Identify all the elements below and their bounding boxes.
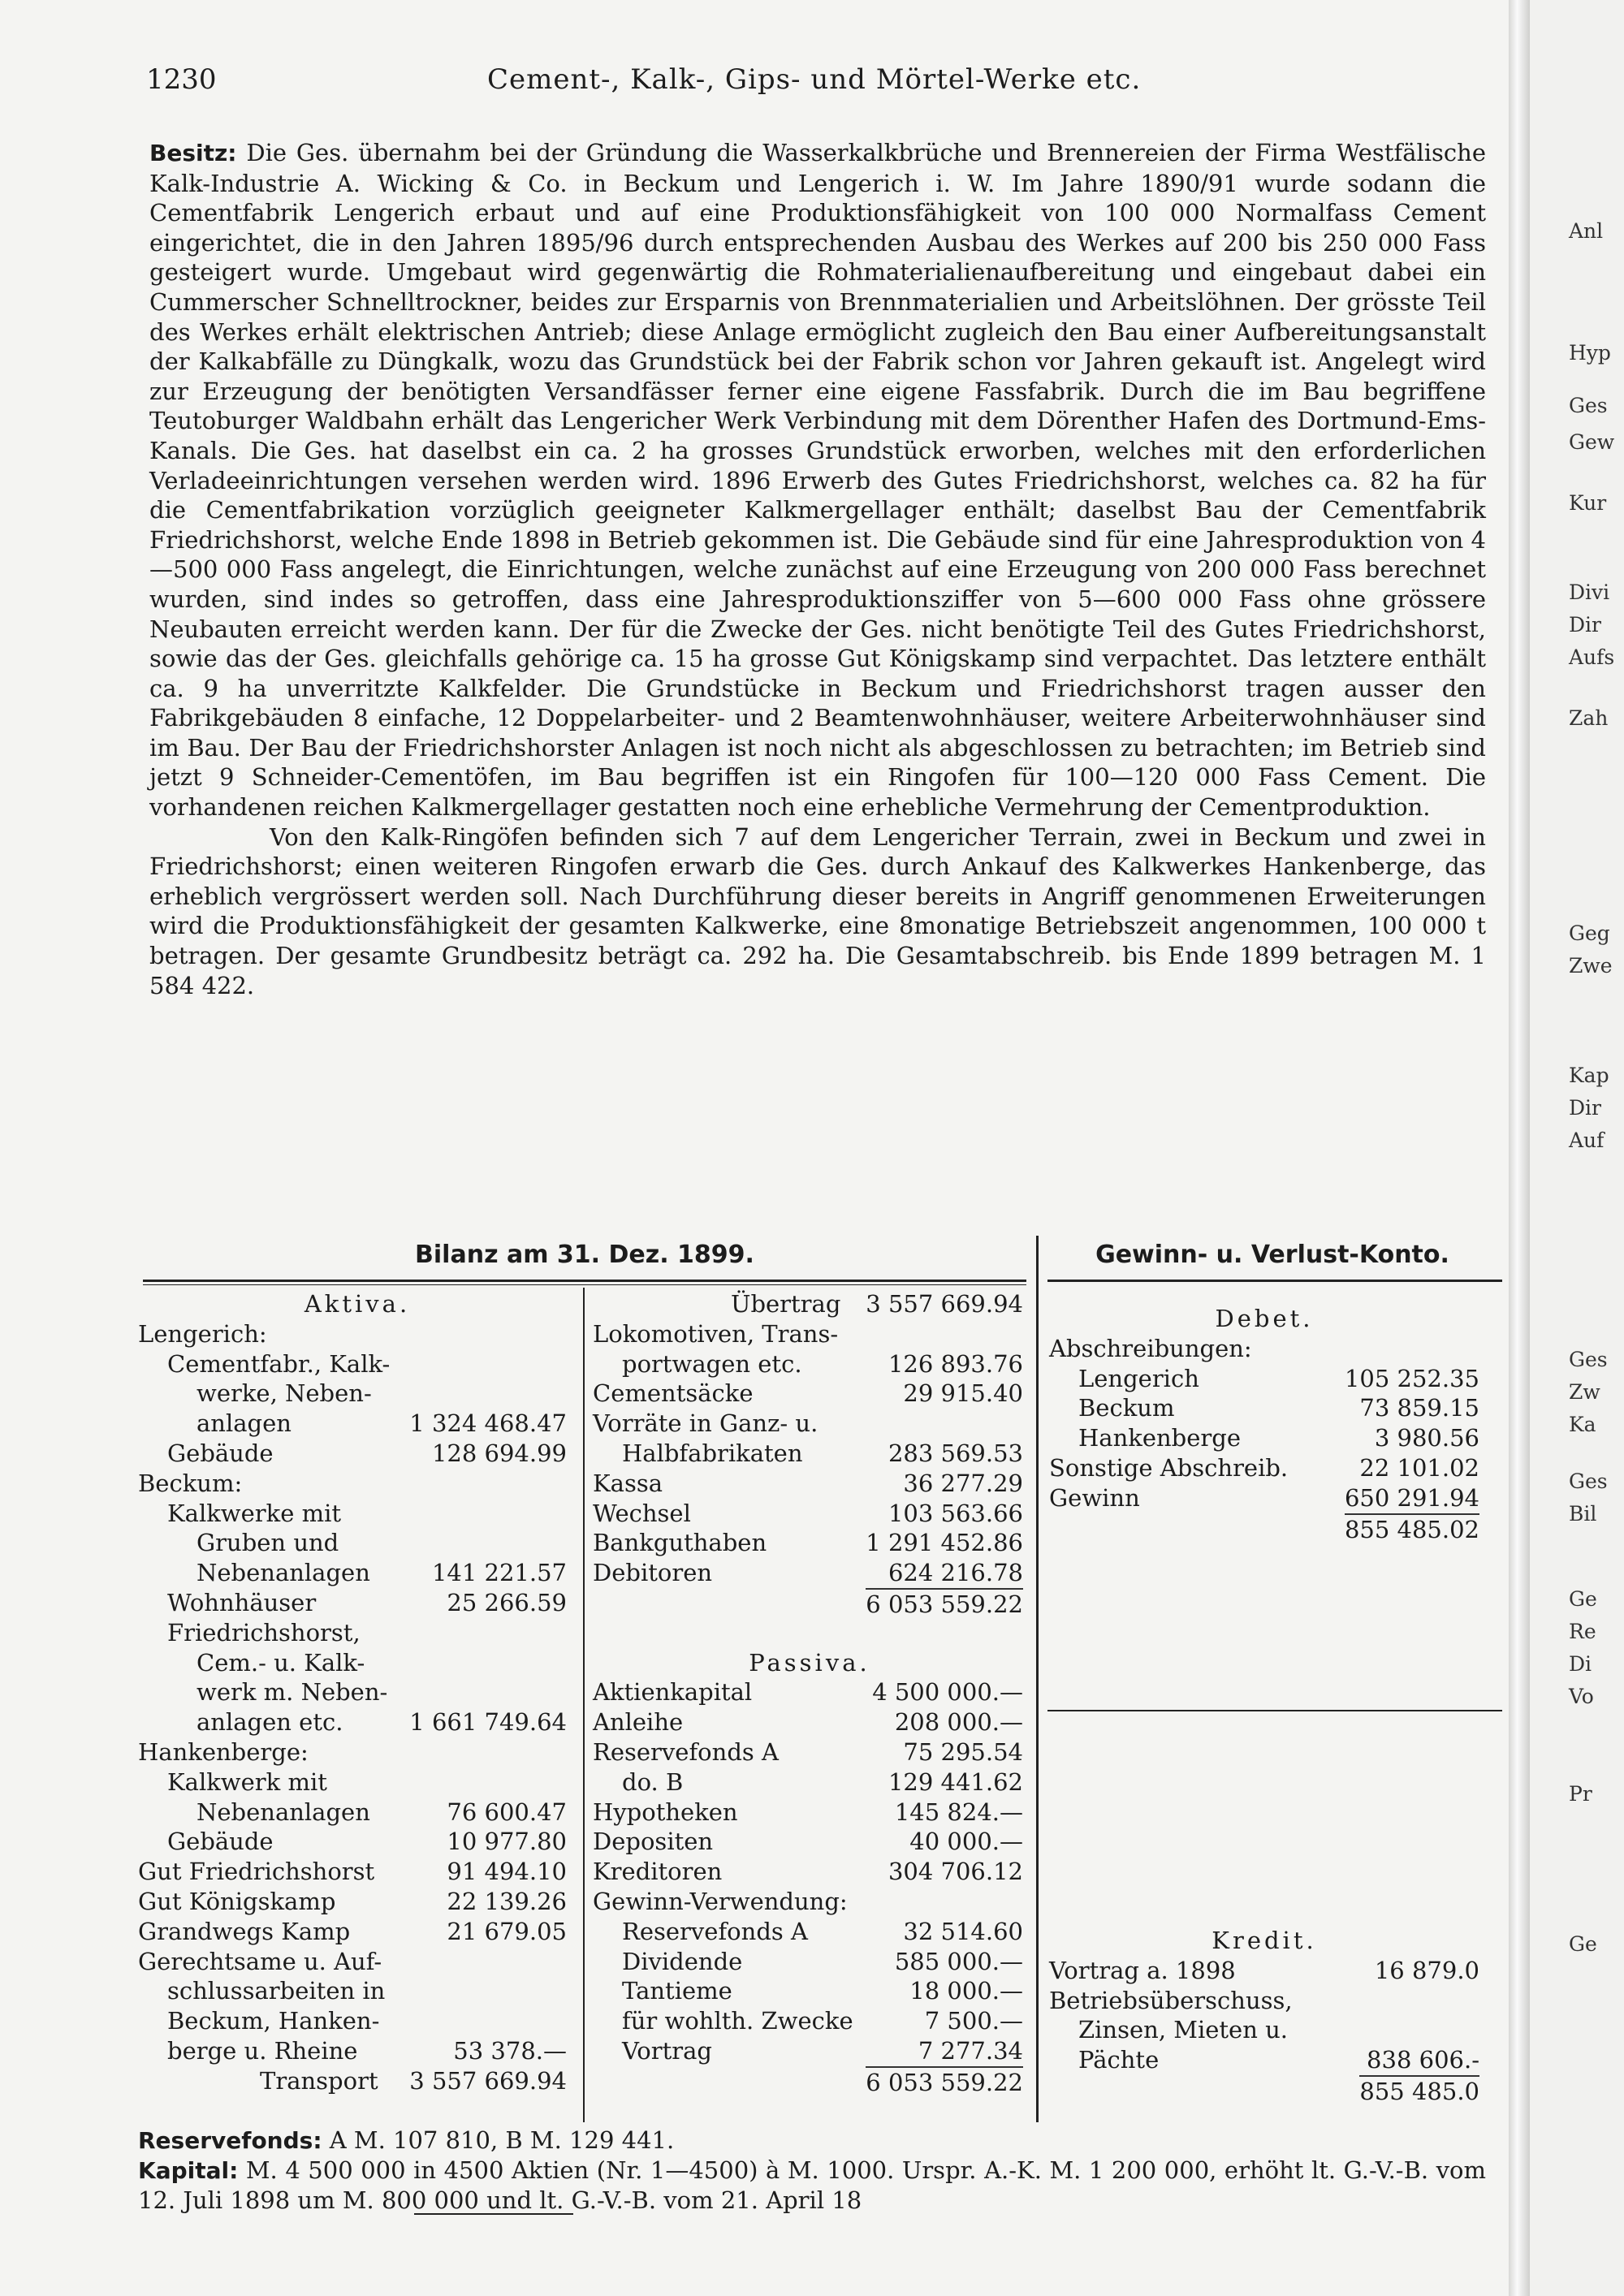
aktiva2-label: portwagen etc. — [622, 1349, 802, 1378]
debet-label: Gewinn — [1049, 1483, 1140, 1512]
aktiva-value: 1 661 749.64 — [409, 1708, 567, 1737]
aktiva-row — [138, 1798, 577, 1828]
aktiva2-label: Halbfabrikaten — [622, 1439, 803, 1467]
aktiva2-row — [593, 1439, 1026, 1469]
kredit-row — [1049, 2015, 1479, 2045]
adjacent-page-fragment: Pr — [1569, 1782, 1592, 1806]
aktiva-label: werke, Neben- — [197, 1379, 372, 1408]
adjacent-page-fragment: Hyp — [1569, 341, 1611, 365]
aktiva-row — [138, 1469, 577, 1499]
guv-top-rule — [1047, 1280, 1502, 1282]
passiva-value: 208 000.— — [894, 1708, 1023, 1737]
aktiva-row — [138, 1767, 577, 1798]
bilanz-title: Bilanz am 31. Dez. 1899. — [415, 1241, 754, 1269]
passiva-row — [593, 1707, 1026, 1737]
passiva-label: Kreditoren — [593, 1858, 723, 1886]
adjacent-page-fragment: Dir — [1569, 1096, 1601, 1120]
aktiva2-label: Cementsäcke — [593, 1379, 754, 1408]
aktiva-row — [138, 1947, 577, 1977]
aktiva-label: anlagen etc. — [197, 1708, 343, 1737]
aktiva-total: 6 053 559.22 — [866, 1588, 1023, 1620]
reservefonds-line — [138, 2126, 1486, 2156]
adjacent-page-fragment: Aufs — [1569, 645, 1615, 669]
passiva-value: 32 514.60 — [903, 1917, 1023, 1945]
aktiva-row — [138, 1707, 577, 1737]
aktiva2-row — [593, 1349, 1026, 1379]
aktiva-heading: Aktiva. — [304, 1290, 411, 1318]
aktiva-label: berge u. Rheine — [167, 2036, 358, 2065]
debet-total: 855 485.02 — [1345, 1513, 1479, 1545]
uebertrag-value: 3 557 669.94 — [866, 1290, 1023, 1318]
kapital-label: Kapital: — [138, 2157, 239, 2184]
debet-value: 73 859.15 — [1359, 1394, 1479, 1422]
passiva-heading: Passiva. — [749, 1648, 870, 1677]
aktiva-value: 53 378.— — [453, 2036, 567, 2065]
passiva-value: 129 441.62 — [888, 1767, 1023, 1796]
adjacent-page-fragment: Dir — [1569, 613, 1601, 637]
debet-row — [1049, 1334, 1479, 1364]
aktiva-row — [138, 1648, 577, 1678]
adjacent-page-fragment: Kur — [1569, 491, 1607, 515]
passiva-row — [593, 1947, 1026, 1977]
aktiva-row — [138, 2036, 577, 2066]
adjacent-page-fragment: Ge — [1569, 1587, 1597, 1611]
debet-value: 105 252.35 — [1344, 1364, 1479, 1392]
aktiva-row — [138, 1379, 577, 1409]
aktiva-passiva-column — [593, 1289, 1026, 2096]
adjacent-page-fragment: Ges — [1569, 1470, 1608, 1493]
page-number: 1230 — [146, 63, 217, 96]
passiva-row — [593, 1887, 1026, 1917]
debet-value: 3 980.56 — [1374, 1424, 1479, 1452]
aktiva2-value: 283 569.53 — [888, 1439, 1023, 1467]
passiva-label: Gewinn-Verwendung: — [593, 1887, 848, 1915]
kredit-label: Pächte — [1078, 2046, 1160, 2074]
kredit-total-row — [1049, 2075, 1479, 2105]
aktiva2-label: Debitoren — [593, 1559, 713, 1587]
passiva-label: Reservefonds A — [593, 1737, 779, 1766]
debet-column — [1049, 1304, 1479, 1543]
bilanz-column-divider — [583, 1288, 585, 2122]
adjacent-page-fragment: Zah — [1569, 706, 1609, 730]
aktiva-value: 10 977.80 — [447, 1828, 567, 1856]
aktiva-label: Cementfabr., Kalk- — [167, 1349, 391, 1378]
passiva-value: 40 000.— — [909, 1828, 1023, 1856]
reservefonds-text: A M. 107 810, B M. 129 441. — [329, 2126, 675, 2154]
adjacent-page-fragment: Bil — [1569, 1502, 1597, 1526]
footer-notes — [138, 2126, 1486, 2216]
debet-row — [1049, 1393, 1479, 1423]
passiva-value: 18 000.— — [909, 1977, 1023, 2005]
passiva-value: 4 500 000.— — [872, 1678, 1023, 1707]
kapital-line — [138, 2156, 1486, 2216]
aktiva-row — [138, 1857, 577, 1887]
debet-row — [1049, 1483, 1479, 1513]
kredit-row — [1049, 2045, 1479, 2075]
aktiva-row — [138, 1439, 577, 1469]
aktiva-label: Kalkwerk mit — [167, 1767, 327, 1796]
aktiva2-row — [593, 1469, 1026, 1499]
aktiva-row — [138, 1499, 577, 1529]
passiva-row — [593, 1737, 1026, 1767]
debet-row — [1049, 1364, 1479, 1394]
passiva-value: 7 500.— — [924, 2007, 1023, 2035]
guv-middle-rule — [1047, 1710, 1502, 1711]
aktiva-column — [138, 1289, 577, 2096]
uebertrag-label: Übertrag — [731, 1290, 841, 1318]
aktiva-row — [138, 1887, 577, 1917]
adjacent-page-fragment: Geg — [1569, 921, 1610, 945]
aktiva2-row — [593, 1528, 1026, 1558]
passiva-label: Tantieme — [622, 1977, 732, 2005]
aktiva-label: Kalkwerke mit — [167, 1499, 342, 1527]
aktiva-label: werk m. Neben- — [197, 1678, 388, 1707]
aktiva2-label: Lokomotiven, Trans- — [593, 1319, 839, 1348]
aktiva-row — [138, 1528, 577, 1558]
aktiva2-value: 1 291 452.86 — [866, 1529, 1023, 1557]
passiva-value: 75 295.54 — [903, 1737, 1023, 1766]
passiva-label: für wohlth. Zwecke — [622, 2007, 853, 2035]
passiva-value: 585 000.— — [894, 1947, 1023, 1975]
adjacent-page-fragment: Ka — [1569, 1413, 1596, 1436]
aktiva-label: Lengerich: — [138, 1319, 267, 1348]
kredit-row — [1049, 1956, 1479, 1986]
passiva-row — [593, 1767, 1026, 1798]
debet-row — [1049, 1423, 1479, 1453]
passiva-value: 145 824.— — [894, 1798, 1023, 1826]
passiva-label: do. B — [622, 1767, 684, 1796]
aktiva-label: Beckum, Hanken- — [167, 2007, 380, 2035]
transport-label: Transport — [260, 2066, 378, 2095]
passiva-label: Hypotheken — [593, 1798, 738, 1826]
aktiva-label: Gebäude — [167, 1828, 274, 1856]
aktiva2-row — [593, 1409, 1026, 1439]
besitz-paragraph-2: Von den Kalk-Ringöfen befinden sich 7 auf dem Lengericher Terrain, zwei in Beckum und zwei in Friedrichshorst; einen weiteren Ringofen erwarb die Ges. durch Ankauf des Kalkwerkes Hankenberge, das erheblich vergrössert werden soll. Nach Durchführung dieser bereits in Angriff genommenen Erweiterungen wird die Produktionsfähigkeit der gesamten Kalkwerke, eine 8monatige Betriebszeit angenommen, 100 000 t betragen. Der gesamte Grundbesitz beträgt ca. 292 ha. Die Gesamtabschreib. bis Ende 1899 betragen M. 1 584 422. — [149, 822, 1486, 999]
passiva-row — [593, 2006, 1026, 2036]
passiva-total-row — [593, 2066, 1026, 2096]
adjacent-page-fragment: Zwe — [1569, 954, 1613, 978]
aktiva-label: Gebäude — [167, 1439, 274, 1467]
besitz-label: Besitz: — [149, 140, 237, 166]
passiva-label: Aktienkapital — [593, 1678, 753, 1707]
adjacent-page-fragment: Anl — [1569, 219, 1604, 243]
passiva-row — [593, 1798, 1026, 1828]
aktiva-row — [138, 1618, 577, 1648]
aktiva-value: 128 694.99 — [431, 1439, 567, 1467]
adjacent-page-fragment: Zw — [1569, 1380, 1600, 1404]
transport-row — [138, 2066, 577, 2096]
aktiva2-label: Wechsel — [593, 1499, 691, 1527]
aktiva-label: Gut Friedrichshorst — [138, 1858, 375, 1886]
adjacent-page-fragment: Kap — [1569, 1064, 1609, 1087]
passiva-label: Reservefonds A — [622, 1917, 808, 1945]
aktiva-label: Grandwegs Kamp — [138, 1917, 351, 1945]
bilanz-top-rule — [143, 1280, 1026, 1282]
aktiva2-value: 29 915.40 — [903, 1379, 1023, 1408]
aktiva-label: Nebenanlagen — [197, 1798, 370, 1826]
bilanz-top-rule-thin — [143, 1284, 1026, 1285]
kredit-label: Vortrag a. 1898 — [1049, 1956, 1236, 1984]
kredit-heading: Kredit. — [1212, 1927, 1317, 1954]
passiva-label: Dividende — [622, 1947, 743, 1975]
adjacent-page-fragment: Ges — [1569, 394, 1608, 417]
aktiva2-label: Bankguthaben — [593, 1529, 767, 1557]
debet-label: Lengerich — [1078, 1364, 1199, 1392]
aktiva2-row — [593, 1499, 1026, 1529]
kredit-value: 838 606.- — [1367, 2046, 1479, 2074]
aktiva-row — [138, 1588, 577, 1618]
aktiva-row — [138, 1409, 577, 1439]
debet-value: 650 291.94 — [1344, 1483, 1479, 1512]
debet-label: Hankenberge — [1078, 1424, 1241, 1452]
debet-row — [1049, 1453, 1479, 1483]
debet-label: Sonstige Abschreib. — [1049, 1453, 1289, 1482]
aktiva-label: anlagen — [197, 1409, 292, 1438]
aktiva-row — [138, 1976, 577, 2006]
aktiva-value: 25 266.59 — [447, 1588, 567, 1616]
adjacent-page-fragment: Auf — [1569, 1129, 1605, 1152]
aktiva-row — [138, 1319, 577, 1349]
aktiva2-value: 36 277.29 — [903, 1469, 1023, 1497]
aktiva-label: Gerechtsame u. Auf- — [138, 1947, 382, 1975]
besitz-section — [149, 138, 1486, 1000]
aktiva-value: 141 221.57 — [431, 1559, 567, 1587]
aktiva-label: Cem.- u. Kalk- — [197, 1648, 365, 1677]
kredit-label: Betriebsüberschuss, — [1049, 1986, 1293, 2014]
besitz-paragraph-1: Die Ges. übernahm bei der Gründung die Wasserkalkbrüche und Brennereien der Firma Westfälische Kalk-Industrie A. Wicking & Co. in Beckum und Lengerich i. W. Im Jahre 1890/91 wurde sodann die Cementfabrik Lengerich erbaut und auf eine Produktionsfähigkeit von 100 000 Normalfass Cement eingerichtet, die in den Jahren 1895/96 durch entsprechenden Ausbau des Werkes auf 200 bis 250 000 Fass gesteigert wurde. Umgebaut wird gegenwärtig die Rohmaterialienaufbereitung und eingebaut dabei ein Cummerscher Schnelltrockner, beides zur Ersparnis von Brennmaterialien und Arbeitslöhnen. Der grösste Teil des Werkes erhält elektrischen Antrieb; diese Anlage ermöglicht zugleich den Bau einer Aufbereitungsanstalt der Kalkabfälle zu Düngkalk, wozu das Grundstück bei der Fabrik schon vor Jahren gekauft ist. Angelegt wird zur Erzeugung der benötigten Versandfässer ferner eine eigene Fassfabrik. Durch die im Bau begriffene Teutoburger Waldbahn erhält das Lengericher Werk Verbindung mit dem Dörenther Hafen des Dortmund-Ems-Kanals. Die Ges. hat daselbst ein ca. 2 ha grosses Grundstück erworben, welches mit den erforderlichen Verladeeinrichtungen versehen werden wird. 1896 Erwerb des Gutes Friedrichshorst, welches ca. 82 ha für die Cementfabrikation vorzüglich geeigneter Kalkmergellager enthält; daselbst Bau der Cementfabrik Friedrichshorst, welche Ende 1898 in Betrieb gekommen ist. Die Gebäude sind für eine Jahresproduktion von 4—500 000 Fass angelegt, die Einrichtungen, welche zunächst auf eine Erzeugung von 200 000 Fass berechnet wurden, sind indes so getroffen, dass eine Jahresproduktionsziffer von 5—600 000 Fass ohne grössere Neubauten erreicht werden kann. Der für die Zwecke der Ges. nicht benötigte Teil des Gutes Friedrichshorst, sowie das der Ges. gleichfalls gehörige ca. 15 ha grosse Gut Königskamp sind verpachtet. Das letztere enthält ca. 9 ha unverritzte Kalkfelder. Die Grundstücke in Beckum und Friedrichshorst tragen ausser den Fabrikgebäuden 8 einfache, 12 Doppelarbeiter- und 2 Beamtenwohnhäuser, weitere Arbeiterwohnhäuser sind im Bau. Der Bau der Friedrichshorster Anlagen ist noch nicht als abgeschlossen zu betrachten; im Betrieb sind jetzt 9 Schneider-Cementöfen, im Bau begriffen ist ein Ringofen für 100—120 000 Fass Cement. Die vorhandenen reichen Kalkmergellager gestatten noch eine erhebliche Vermehrung der Cementproduktion. — [149, 139, 1487, 822]
aktiva-row — [138, 1827, 577, 1857]
passiva-row — [593, 1976, 1026, 2006]
aktiva-row — [138, 1349, 577, 1379]
kredit-column — [1049, 1926, 1479, 2105]
aktiva-label: schlussarbeiten in — [167, 1977, 386, 2005]
debet-total-row — [1049, 1513, 1479, 1543]
aktiva-label: Beckum: — [138, 1469, 243, 1497]
aktiva-value: 21 679.05 — [447, 1917, 567, 1945]
adjacent-page-fragment: Ge — [1569, 1932, 1597, 1956]
aktiva2-value: 103 563.66 — [888, 1499, 1023, 1527]
passiva-row — [593, 1677, 1026, 1707]
debet-heading: Debet. — [1215, 1305, 1314, 1332]
passiva-label: Vortrag — [622, 2036, 712, 2065]
reservefonds-label: Reservefonds: — [138, 2127, 322, 2154]
adjacent-page-fragment: Ges — [1569, 1348, 1608, 1371]
adjacent-page-fragment: Re — [1569, 1620, 1596, 1643]
aktiva-label: Wohnhäuser — [167, 1588, 317, 1616]
passiva-row — [593, 1827, 1026, 1857]
debet-value: 22 101.02 — [1359, 1453, 1479, 1482]
passiva-row — [593, 1917, 1026, 1947]
aktiva-row — [138, 1677, 577, 1707]
passiva-label: Depositen — [593, 1828, 714, 1856]
kredit-row — [1049, 1986, 1479, 2016]
aktiva-spacer — [593, 1618, 1026, 1648]
aktiva-value: 76 600.47 — [447, 1798, 567, 1826]
kredit-value: 16 879.0 — [1374, 1956, 1479, 1984]
aktiva-row — [138, 1558, 577, 1588]
passiva-value: 304 706.12 — [888, 1858, 1023, 1886]
aktiva-row — [138, 1737, 577, 1767]
aktiva2-label: Vorräte in Ganz- u. — [593, 1409, 818, 1438]
passiva-value: 7 277.34 — [918, 2036, 1023, 2065]
running-title: Cement-, Kalk-, Gips- und Mörtel-Werke etc. — [487, 63, 1142, 96]
aktiva-total-row — [593, 1588, 1026, 1618]
aktiva-label: Gruben und — [197, 1529, 339, 1557]
adjacent-page-fragment: Gew — [1569, 430, 1615, 454]
guv-title: Gewinn- u. Verlust-Konto. — [1095, 1241, 1449, 1269]
aktiva-label: Nebenanlagen — [197, 1559, 370, 1587]
aktiva2-row — [593, 1379, 1026, 1409]
adjacent-page-fragment: Di — [1569, 1652, 1592, 1676]
aktiva2-value: 624 216.78 — [888, 1559, 1023, 1587]
adjacent-page-fragment: Divi — [1569, 580, 1610, 604]
passiva-row — [593, 1857, 1026, 1887]
debet-label: Beckum — [1078, 1394, 1175, 1422]
passiva-label: Anleihe — [593, 1708, 684, 1737]
transport-value: 3 557 669.94 — [409, 2066, 567, 2095]
aktiva-label: Hankenberge: — [138, 1737, 309, 1766]
aktiva2-label: Kassa — [593, 1469, 663, 1497]
passiva-row — [593, 2036, 1026, 2066]
debet-label: Abschreibungen: — [1049, 1334, 1252, 1362]
aktiva-label: Gut Königskamp — [138, 1887, 336, 1915]
aktiva2-row — [593, 1558, 1026, 1588]
page-gutter — [1509, 0, 1530, 2296]
passiva-total: 6 053 559.22 — [866, 2066, 1023, 2098]
aktiva-row — [138, 2006, 577, 2036]
aktiva-value: 22 139.26 — [447, 1887, 567, 1915]
aktiva2-value: 126 893.76 — [888, 1349, 1023, 1378]
aktiva-value: 1 324 468.47 — [409, 1409, 567, 1438]
guv-left-rule — [1036, 1236, 1039, 2122]
uebertrag-row — [593, 1289, 1026, 1319]
aktiva2-row — [593, 1319, 1026, 1349]
adjacent-page-fragment: Vo — [1569, 1685, 1594, 1708]
aktiva-value: 91 494.10 — [447, 1858, 567, 1886]
kredit-label: Zinsen, Mieten u. — [1078, 2016, 1288, 2044]
kredit-total: 855 485.0 — [1359, 2075, 1479, 2107]
kapital-text: M. 4 500 000 in 4500 Aktien (Nr. 1—4500) à M. 1000. Urspr. A.-K. M. 1 200 000, erhöht lt. G.-V.-B. vom 12. Juli 1898 um M. 800 000 und lt. G.-V.-B. vom 21. April 18 — [138, 2156, 1486, 2214]
aktiva-row — [138, 1917, 577, 1947]
aktiva-label: Friedrichshorst, — [167, 1618, 361, 1646]
